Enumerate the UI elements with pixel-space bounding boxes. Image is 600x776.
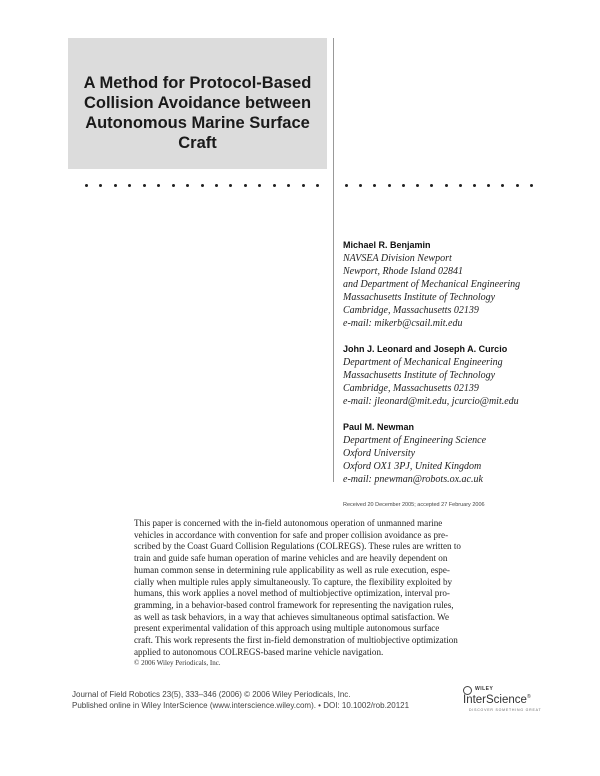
abstract [134,518,518,669]
affiliation-line: Department of Engineering Science [343,435,487,446]
affiliation-line: Oxford University [343,448,416,459]
separator-dot [416,184,419,187]
separator-dot [143,184,146,187]
title-line: Autonomous Marine Surface [85,114,310,132]
author-name: Michael R. Benjamin [343,240,431,250]
separator-dot [244,184,247,187]
separator-dot [273,184,276,187]
separator-dot [430,184,433,187]
logo-main-word: InterScience [463,694,527,706]
separator-dot [302,184,305,187]
separator-dot [402,184,405,187]
separator-dot [359,184,362,187]
separator-dot [157,184,160,187]
separator-dot [186,184,189,187]
journal-citation: Journal of Field Robotics 23(5), 333–346 (2006) © 2006 Wiley Periodicals, Inc. [72,690,351,699]
author-email[interactable]: e-mail: jleonard@mit.edu, jcurcio@mit.edu [343,396,519,407]
affiliation-line: Massachusetts Institute of Technology [343,370,496,381]
author-block [343,239,583,330]
dotted-separator-right [345,184,533,187]
author-email[interactable]: e-mail: mikerb@csail.mit.edu [343,318,463,329]
title-line: A Method for Protocol-Based [83,74,312,92]
separator-dot [215,184,218,187]
abstract-line: scribed by the Coast Guard Collision Regulations (COLREGS). These rules are written to [134,541,461,552]
title-line: Collision Avoidance between [83,94,312,112]
affiliation-line: Oxford OX1 3PJ, United Kingdom [343,461,482,472]
separator-dot [287,184,290,187]
registered-mark: ® [526,694,531,701]
wiley-interscience-logo [463,686,553,716]
affiliation-line: NAVSEA Division Newport [343,253,452,264]
abstract-line: humans, this work applies a novel method of multiobjective optimization, interval pro- [134,588,450,599]
abstract-line: This paper is concerned with the in-field autonomous operation of unmanned marine [134,518,443,528]
author-block [343,421,583,486]
journal-footer [72,689,409,711]
separator-dot [501,184,504,187]
abstract-line: present experimental validation of this approach using multiple autonomous surface [134,623,440,634]
abstract-line: human common sense in determining rule applicability as well as rule execution, espe- [134,564,450,575]
logo-interscience-text [463,694,531,706]
title-line: Craft [178,134,217,152]
affiliation-line: and Department of Mechanical Engineering [343,279,521,290]
author-name: Paul M. Newman [343,422,415,432]
abstract-line: vehicles in accordance with convention for safe and proper collision avoidance as pre- [134,529,449,540]
received-date: Received 20 December 2005; accepted 27 February 2006 [343,502,485,508]
abstract-line: craft. This work represents the first in-field demonstration of multiobjective optimization [134,635,458,646]
publication-info: Published online in Wiley InterScience (www.interscience.wiley.com). • DOI: 10.1002/rob.20121 [72,701,410,710]
separator-dot [114,184,117,187]
separator-dot [99,184,102,187]
abstract-line: applied to autonomous COLREGS-based marine vehicle navigation. [134,646,384,657]
abstract-line: train and guide safe human operation of marine vehicles and are heavily dependent on [134,553,448,564]
separator-dot [128,184,131,187]
separator-dot [445,184,448,187]
affiliation-line: Cambridge, Massachusetts 02139 [343,383,479,394]
author-name: John J. Leonard and Joseph A. Curcio [343,344,508,354]
vertical-divider [333,38,334,482]
separator-dot [172,184,175,187]
separator-dot [229,184,232,187]
abstract-line: gramming, in a behavior-based control framework for representing the navigation rules, [134,599,454,610]
separator-dot [473,184,476,187]
separator-dot [258,184,261,187]
logo-tagline: DISCOVER SOMETHING GREAT [469,708,542,712]
separator-dot [516,184,519,187]
separator-dot [530,184,533,187]
affiliation-line: Newport, Rhode Island 02841 [343,266,463,277]
author-list [343,239,583,499]
affiliation-line: Department of Mechanical Engineering [343,357,503,368]
separator-dot [316,184,319,187]
separator-dot [201,184,204,187]
author-block [343,343,583,408]
author-email[interactable]: e-mail: pnewman@robots.ox.ac.uk [343,474,483,485]
separator-dot [388,184,391,187]
affiliation-line: Massachusetts Institute of Technology [343,292,496,303]
separator-dot [487,184,490,187]
affiliation-line: Cambridge, Massachusetts 02139 [343,305,479,316]
logo-wiley-text: WILEY [475,686,494,692]
abstract-copyright: © 2006 Wiley Periodicals, Inc. [134,659,221,668]
separator-dot [459,184,462,187]
paper-title [68,73,327,153]
abstract-line: as well as task behaviors, in a way that achieves simultaneous optimal satisfaction. We [134,611,450,622]
abstract-line: cially when multiple rules apply simultaneously. To capture, the flexibility exploited by [134,576,453,587]
separator-dot [345,184,348,187]
separator-dot [85,184,88,187]
dotted-separator-left [85,184,319,187]
separator-dot [373,184,376,187]
